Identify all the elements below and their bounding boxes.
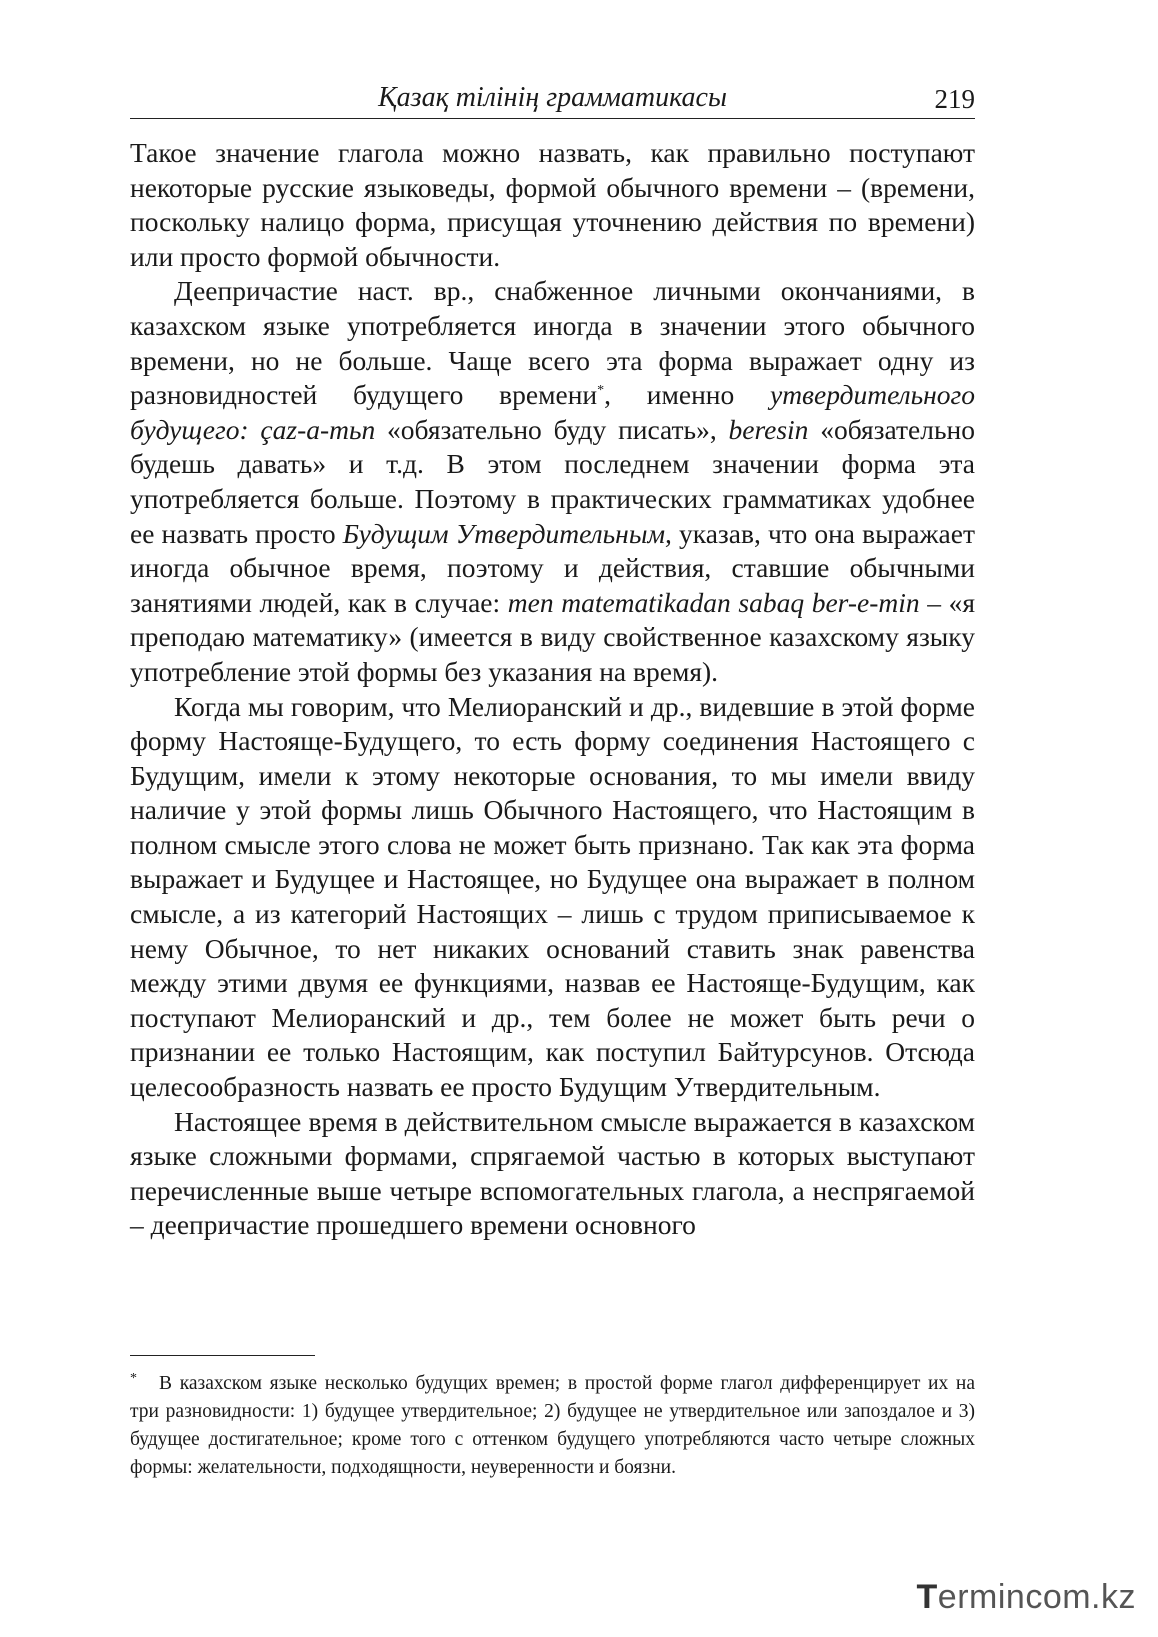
footnote-divider xyxy=(130,1355,315,1356)
running-header xyxy=(130,80,975,119)
footnote xyxy=(130,1370,975,1482)
italic-term: Будущим Утвердительным, xyxy=(342,517,672,549)
text-run: Когда мы говорим, что Мелиоранский и др., видевшие в этой форме форму Настояще-Будущего, то есть форму соединения Настоящего с Будущим, имели к этому некоторые основания, то мы имели ввиду наличие у этой формы лишь Обычного Настоящего, что Настоящим в полном смысле этого слова не может быть признано. Так как эта форма выражает и Будущее и Настоящее, но Будущее она выражает в полном смысле, а из категорий Настоящих – лишь с трудом приписываемое к нему Обычное, то нет никаких оснований ставить знак равенства между этими двумя ее функциями, назвав ее Настояще-Будущим, как поступают Мелиоранский и др., тем более не может быть речи о признании ее только Настоящим, как поступил Байтурсунов. Отсюда целесообразность назвать ее просто Будущим Утвердительным. xyxy=(130,690,975,1103)
text-run: Настоящее время в действительном смысле выражается в казахском языке сложными формами, спрягаемой частью в которых выступают перечисленные выше четыре вспомогательных глагола, а неспрягаемой – деепричастие прошедшего времени основного xyxy=(130,1105,975,1241)
italic-term: men matematikadan sabaq ber-e-min xyxy=(507,586,920,618)
text-run: указав, что она выражает иногда обычное время, поэтому и действия, ставшие обычными занятиями людей, как в случае: xyxy=(130,517,975,618)
paragraph xyxy=(130,274,975,689)
body-text xyxy=(130,136,975,1243)
page-number: 219 xyxy=(934,84,975,114)
paragraph xyxy=(130,690,975,1105)
watermark-text: ermincom.kz xyxy=(937,1578,1136,1616)
paragraph xyxy=(130,1105,975,1243)
text-run: – «я преподаю математику» (имеется в виду свойственное казахскому языку употребление этой формы без указания на время). xyxy=(130,586,976,687)
footnote-mark: * xyxy=(130,1370,137,1386)
italic-term: утвердительного будущего: çaz-a-тьп xyxy=(130,379,975,445)
footnote-text: В казахском языке несколько будущих времен; в простой форме глагол дифференцирует их на три разновидности: 1) будущее утвердительное; 2) будущее не утвердительное или запоздалое и 3) будущее достигательное; кроме того с оттенком будущего употребляются часто четыре сложных формы: желательности, подходящности, неуверенности и боязни. xyxy=(130,1373,975,1478)
text-run: Такое значение глагола можно назвать, как правильно поступают некоторые русские языковеды, формой обычного времени – (времени, поскольку налицо форма, присущая уточнению действия по времени) или просто формой обычности. xyxy=(130,137,975,272)
text-run: , именно xyxy=(604,379,770,411)
italic-term: beresin xyxy=(728,413,809,445)
header-title: Қазақ тілінің грамматикасы xyxy=(378,82,727,113)
text-run: «обязательно будешь давать» и т.д. В этом последнем значении форма эта употребляется больше. Поэтому в практических грамматиках удобнее ее назвать просто xyxy=(130,413,975,549)
text-run: «обязательно буду писать», xyxy=(375,413,729,445)
footnote-reference: * xyxy=(597,383,605,398)
text-run: Деепричастие наст. вр., снабженное личными окончаниями, в казахском языке употребляется иногда в значении этого обычного времени, но не больше. Чаще всего эта форма выражает одну из разновидностей будущего времени xyxy=(130,275,975,411)
watermark-logo-letter: T xyxy=(916,1578,938,1616)
paragraph xyxy=(130,136,975,274)
site-watermark xyxy=(917,1578,1136,1617)
